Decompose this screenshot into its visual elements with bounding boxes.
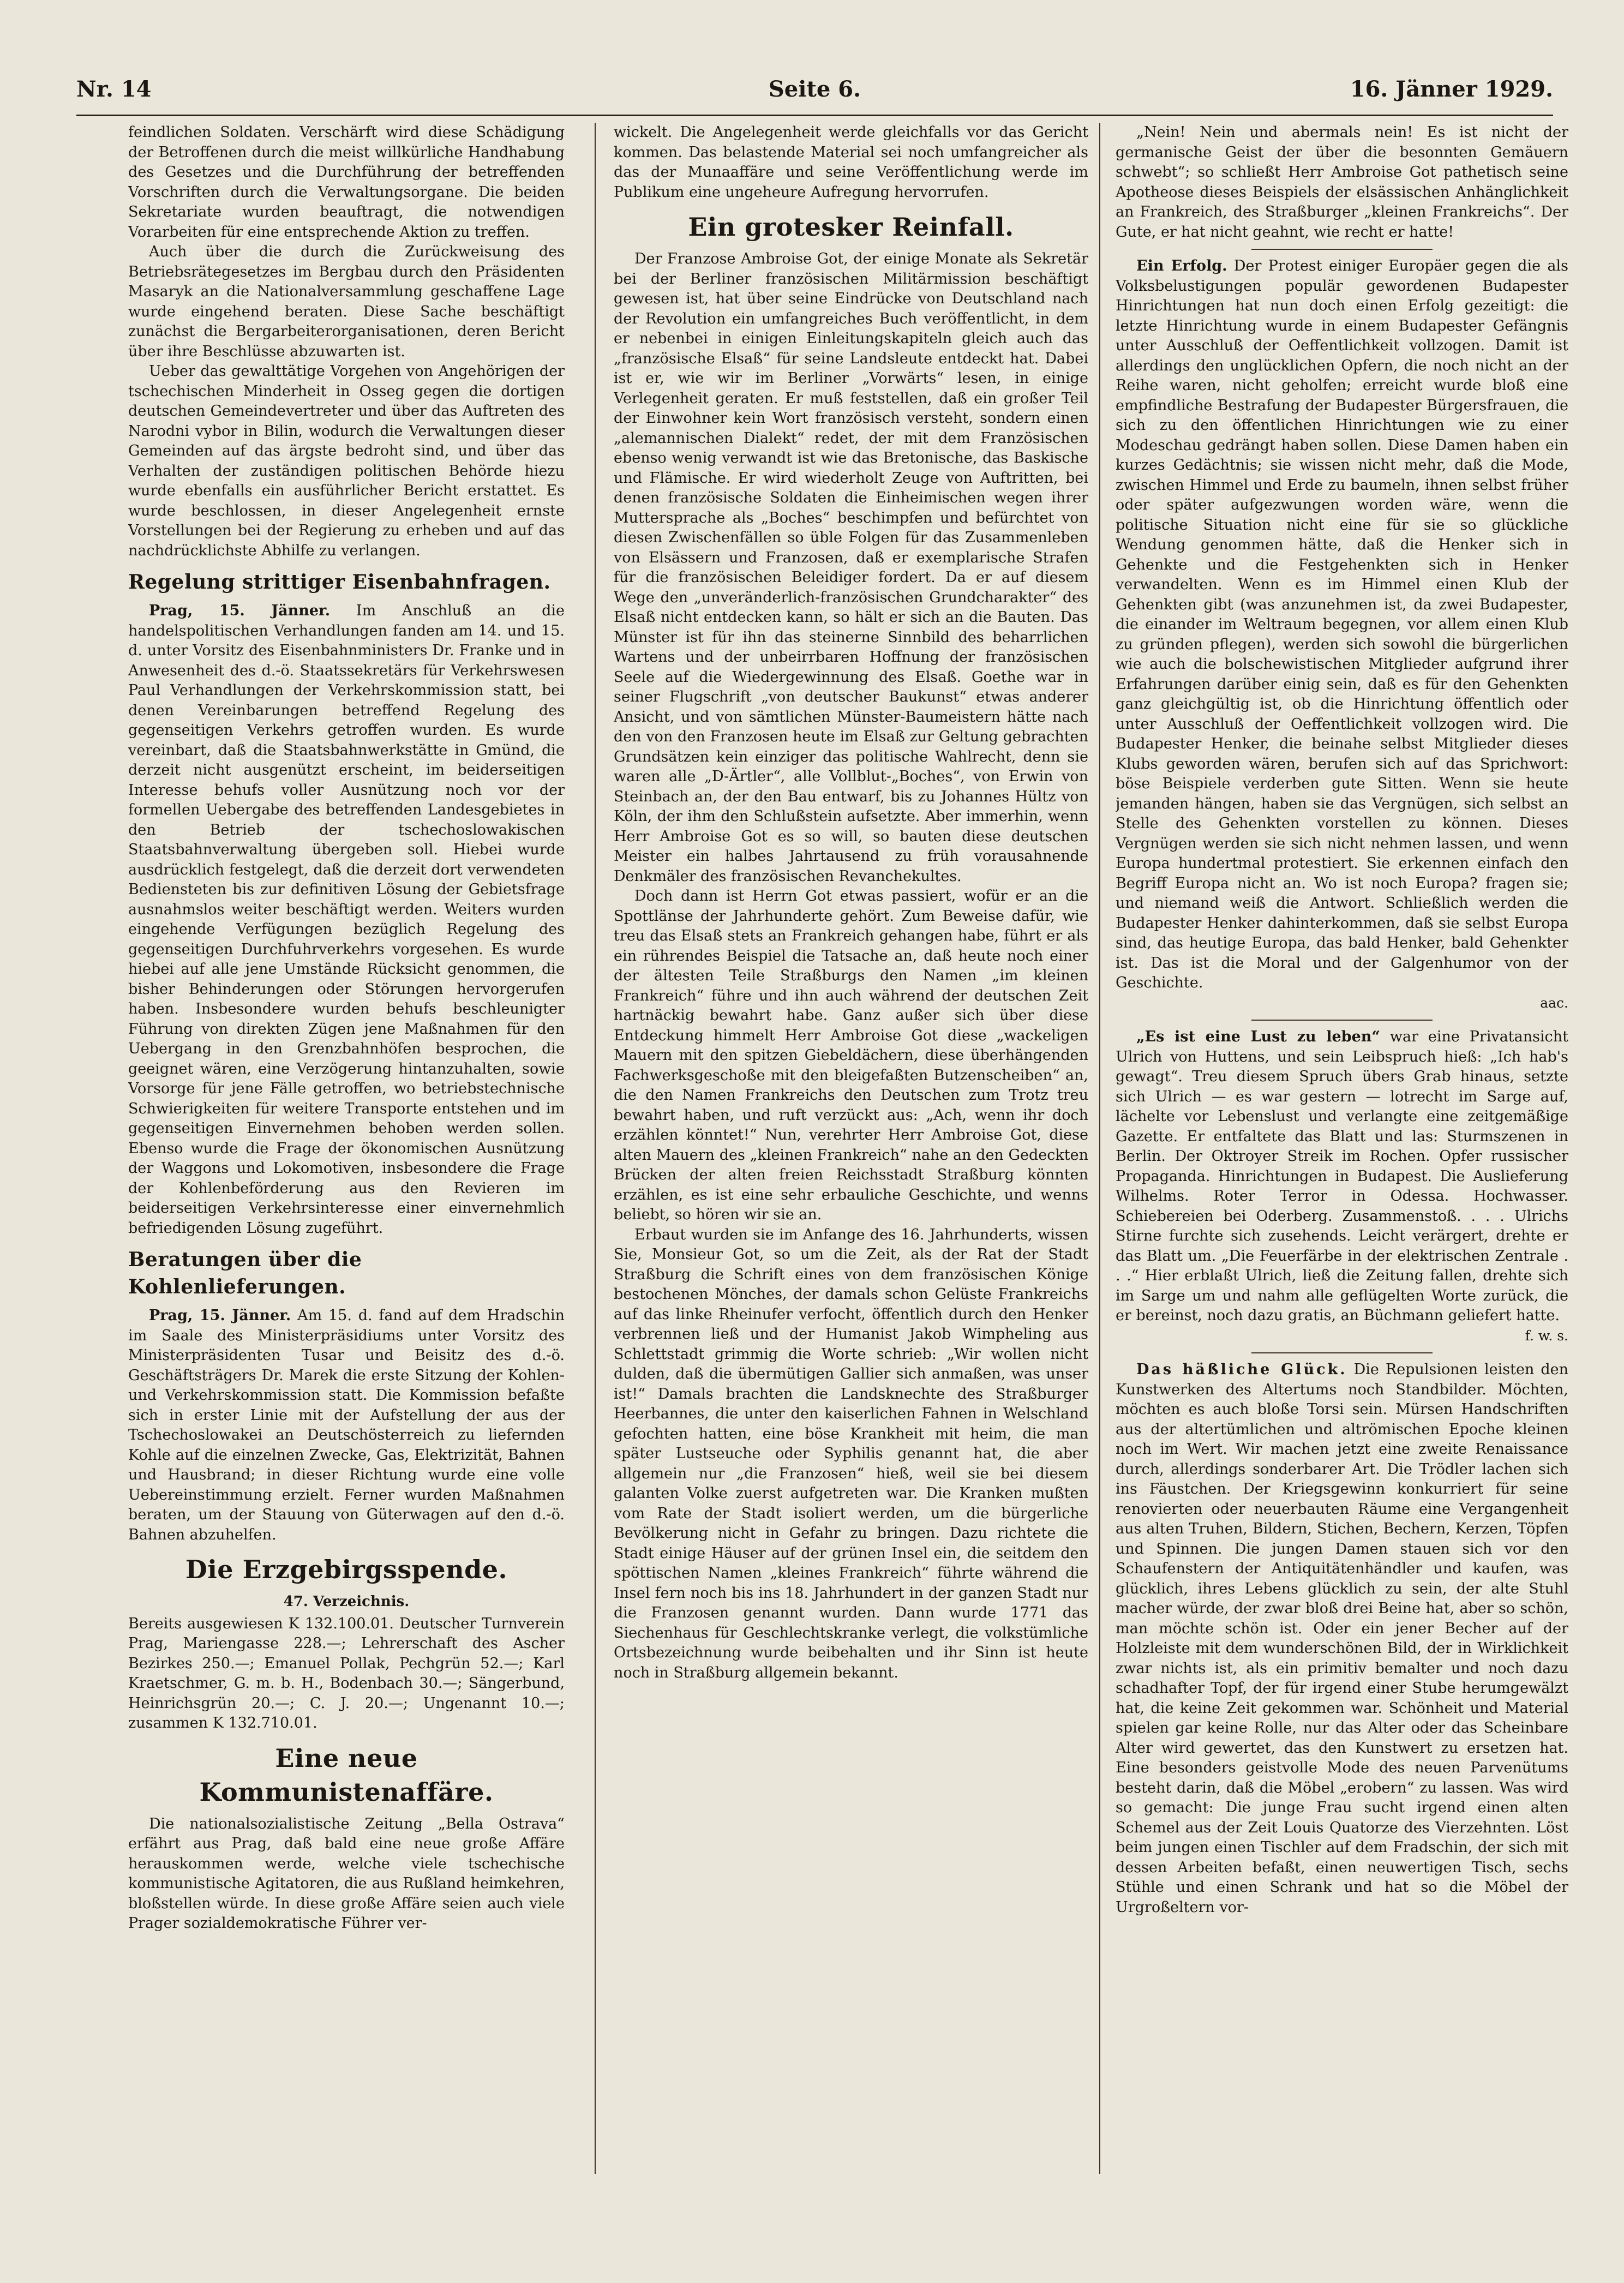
article-headline: Ein grotesker Reinfall. [688,212,1014,242]
article-text: Die Repulsionen leisten den Kunstwerken des Altertums noch Standbilder. Möchten, möchten es auch bloße Torsi sein. Mürsen Handschriften aus der altertümlichen und altrömischen Epoche kleinen noch im Wert. Wir machen jetzt eine zweite Renaissance durch, allerdings sonderbarer Art. Die Trödler lachen sich ins Fäustchen. Der Kriegsgewinn konkurriert für seine renovierten oder neuerbauten Räume eine Vergangenheit aus alten Truhen, Bildern, Stichen, Bechern, Kerzen, Töpfen und Spinnen. Die jungen Damen stauen sich vor den Schaufenstern der Antiquitätenhändler und kaufen, was glücklich, ihres Lebens glücklich zu sein, der alte Stuhl macher würde, der zwar bloß drei Beine hat, aber so schön, man möchte schön ist. Oder ein jener Becher auf der Holzleiste mit dem wunderschönen Bild, der in Wirklichkeit zwar nichts ist, als ein primitiv bemalter und noch dazu schadhafter Topf, der für irgend einer Stube herumgewälzt hat, die keine Zeit gekommen war. Schönheit und Material spielen gar keine Rolle, nur das Alter oder das Scheinbare Alter wird gewertet, das den Kunstwert zu ersetzen hat. Eine besonders geistvolle Mode des neuen Parvenütums besteht darin, daß die Möbel „erobern“ zu lassen. Was wird so gemacht: Die junge Frau sucht irgend einen alten Schemel aus der Zeit Louis Quatorze des Vierzehnten. Löst beim jungen einen Tischler auf dem Fradschin, der sich mit dessen Arbeiten befaßt, einen neuwertigen Tisch, sechs Stühle und einen Schrank und hat so die Möbel der Urgroßeltern vor- [1116,1361,1568,1916]
paragraph [128,601,565,1238]
page-number: Seite 6. [768,76,861,102]
section-separator [1251,249,1433,250]
column-2 [614,123,1088,2174]
paragraph [1116,1360,1568,1918]
page-header [76,76,1553,115]
author-signature: f. w. s. [1525,1327,1568,1344]
article-text: Im Anschluß an die handelspolitischen Verhandlungen fanden am 14. und 15. d. unter Vorsitz des Eisenbahnministers Dr. Franke und in Anwesenheit des d.-ö. Staatssekretärs für Verkehrswesen Paul Verhandlungen der Verkehrskommission statt, bei denen Vereinbarungen betreffend Regelung des gegenseitigen Verkehrs getroffen wurden. Es wurde vereinbart, daß die Staatsbahnwerkstätte in Gmünd, die derzeit nicht ausgenützt erscheint, im beiderseitigen Interesse behufs voller Ausnützung noch vor der formellen Uebergabe des betreffenden Landesgebietes in den Betrieb der tschechoslowakischen Staatsbahnverwaltung übergeben soll. Hiebei wurde ausdrücklich festgelegt, daß die derzeit dort verwendeten Bediensteten bis zur definitiven Lösung der Gebietsfrage ausnahmslos weiter beschäftigt werden. Weiters wurden eingehende Verfügungen bezüglich Regelung des gegenseitigen Durchfuhrverkehrs vorgesehen. Es wurde hiebei auf alle jene Umstände Rücksicht genommen, die bisher Behinderungen oder Störungen hervorgerufen haben. Insbesondere wurden behufs beschleunigter Führung von direkten Zügen jene Maßnahmen für den Uebergang in den Grenzbahnhöfen besprochen, die geeignet wären, eine Verzögerung hintanzuhalten, sowie Vorsorge für jene Fälle getroffen, wo betriebstechnische Schwierigkeiten für weitere Transporte entstehen und im gegenseitigen Einvernehmen behoben werden sollen. Ebenso wurde die Frage der ökonomischen Ausnützung der Waggons und Lokomotiven, insbesondere die Frage der Kohlenbeförderung aus den Revieren im beiderseitigen Verkehrsinteresse einer einvernehmlich befriedigenden Lösung zugeführt. [128,602,565,1237]
paragraph: Der Franzose Ambroise Got, der einige Monate als Sekretär bei der Berliner französischen Militärmission beschäftigt gewesen ist, hat über seine Eindrücke von Deutschland nach der Revolution ein umfangreiches Buch veröffentlicht, in dem er nebenbei in einigen Einleitungskapiteln gleich auch das „französische Elsaß“ für seine Landsleute entdeckt hat. Dabei ist er, wie wir im Berliner „Vorwärts“ lesen, in einige Verlegenheit geraten. Er muß feststellen, daß ein großer Teil der Einwohner kein Wort französisch versteht, sondern einen „alemannischen Dialekt“ redet, der mit dem Französischen ebenso wenig verwandt ist wie das Bretonische, das Baskische und Flämische. Er wird wiederholt Zeuge von Auftritten, bei denen französische Soldaten die Einheimischen wegen ihrer Muttersprache als „Boches“ beschimpfen und befürchtet von diesen Zwischenfällen so üble Folgen für das Zusammenleben von Elsässern und Franzosen, daß er exemplarische Strafen für die französischen Beleidiger fordert. Da er auf diesem Wege den „unveränderlich-französischen Grundcharakter“ des Elsaß nicht entdecken kann, so hält er sich an die Bauten. Das Münster ist für ihn das steinerne Sinnbild des beharrlichen Wartens und der unbeirrbaren Hoffnung der französischen Seele auf die Wiedergewinnung des Elsaß. Goethe war in seiner Flugschrift „von deutscher Baukunst“ etwas anderer Ansicht, und von sämtlichen Münster-Baumeistern hätte nach den von den Franzosen heute im Elsaß zur Geltung gebrachten Grundsätzen kein einziger das politische Wahlrecht, denn sie waren alle „D-Ärtler“, alle Vollblut-„Boches“, von Erwin von Steinbach an, der den Bau entwarf, bis zu Johannes Hültz von Köln, der ihm den Schlußstein aufsetzte. Aber immerhin, wenn Herr Ambroise Got es so will, so bauten diese deutschen Meister ein halbes Jahrtausend zu früh vorausahnende Denkmäler des französischen Revanchekultes. [614,250,1088,885]
dateline: Prag, 15. Jänner. [149,602,331,619]
section-lead: Das häßliche Glück. [1136,1361,1347,1378]
article-text: war eine Privatansicht Ulrich von Huttens, und sein Leibspruch hieß: „Ich hab's gewagt“. Treu diesem Spruch übers Grab hinaus, setzte sich Ulrich — es war gestern — lotrecht im Sarge auf, lächelte vor Lebenslust und verlangte eine zeitgemäßige Gazette. Er entfaltete das Blatt und las: Sturmszenen in Berlin. Der Oktroyer Streik im Rochen. Opfer russischer Propaganda. Hinrichtungen in Budapest. Die Auslieferung Wilhelms. Roter Terror in Odessa. Hochwasser. Schiebereien bei Oderberg. Zusammenstoß. . . . Ulrichs Stirne furchte sich zusehends. Leicht verärgert, drehte er das Blatt um. „Die Feuerfärbe in der elektrischen Zentrale . . .“ Hier erblaßt Ulrich, ließ die Zeitung fallen, drehte sich im Sarge um und nahm alle geflügelten Worte zurück, die er bereinst, noch dazu gratis, an Büchmann geliefert hatte. [1116,1028,1568,1324]
article-headline: Eine neue Kommunistenaffäre. [199,1743,494,1807]
paragraph: wickelt. Die Angelegenheit werde gleichfalls vor das Gericht kommen. Das belastende Material sei noch umfangreicher als das der Munaaffäre und seine Veröffentlichung werde im Publikum eine ungeheure Aufregung hervorrufen. [614,124,1088,201]
paragraph [1116,1027,1568,1326]
paragraph: Doch dann ist Herrn Got etwas passiert, wofür er an die Spottlänse der Jahrhunderte gehört. Zum Beweise dafür, wie treu das Elsaß stets an Frankreich gehangen habe, führt er als ein rührendes Beispiel die Tatsache an, daß heute noch einer der ältesten Teile Straßburgs den Namen „im kleinen Frankreich“ führe und ihn auch während der deutschen Zeit hartnäckig bewahrt habe. Ganz außer sich über diese Entdeckung himmelt Herr Ambroise Got diese „wackeligen Mauern mit den spitzen Giebeldächern, diese überhängenden Fachwerksgeschoße mit den bleigefaßten Butzenscheiben“ an, die den Namen Frankreichs den Deutschen zum Trotz treu bewahrt haben, und ruft verzückt aus: „Ach, wenn ihr doch erzählen könntet!“ Nun, verehrter Herr Ambroise Got, diese alten Mauern des „kleinen Frankreich“ nahe an den Gedeckten Brücken der alten freien Reichsstadt Straßburg könnten erzählen, es ist eine sehr erbauliche Geschichte, und wenns beliebt, so hören wir sie an. [614,888,1088,1223]
article-text: Am 15. d. fand auf dem Hradschin im Saale des Ministerpräsidiums unter Vorsitz des Ministerpräsidenten Tusar und Beisitz des d.-ö. Geschäftsträgers Dr. Marek die erste Sitzung der Kohlen- und Verkehrskommission statt. Die Kommission befaßte sich in erster Linie mit der Aufstellung der aus der Tschechoslowakei an Deutschösterreich zu liefernden Kohle auf die einzelnen Zwecke, Gas, Elektrizität, Bahnen und Hausbrand; in dieser Richtung wurde eine volle Uebereinstimmung erzielt. Ferner wurden Maßnahmen beraten, um der Stauung von Güterwagen auf den d.-ö. Bahnen abzuhelfen. [128,1307,565,1543]
dateline: Prag, 15. Jänner. [149,1307,291,1324]
column-3 [1116,123,1568,2174]
paragraph: Erbaut wurden sie im Anfange des 16. Jahrhunderts, wissen Sie, Monsieur Got, so um die Zeit, als der Rat der Stadt Straßburg die Schrift eines von dem französischen Könige bestochenen Mönches, der damals schon Gelüste Frankreichs auf das linke Rheinufer verfocht, öffentlich durch den Henker verbrennen ließ und der Humanist Jakob Wimpheling aus Schlettstadt grimmig die Worte schrieb: „Wir wollen nicht dulden, daß die übermütigen Gallier sich anmaßen, was unser ist!“ Damals brachten die Landsknechte des Straßburger Heerbannes, die unter den kaiserlichen Fahnen in Welschland gefochten hatten, eine böse Krankheit mit heim, die man später Lustseuche oder Syphilis genannt hat, die aber allgemein nur „die Franzosen“ hieß, weil sie bei diesem galanten Volke zuerst aufgetreten war. Die Kranken mußten vom Rate der Stadt isoliert werden, um die bürgerliche Bevölkerung nicht in Gefahr zu bringen. Dazu richtete die Stadt einige Häuser auf der grünen Insel ein, die seitdem den spöttischen Namen „kleines Frankreich“ führte während die Insel fern noch bis ins 18. Jahrhundert in der ganzen Stadt nur die Franzosen genannt wurden. Dann wurde 1771 das Siechenhaus für Geschlechtskranke verlegt, die volkstümliche Ortsbezeichnung wurde beibehalten und ihr Sinn ist heute noch in Straßburg allgemein bekannt. [614,1226,1088,1681]
section-lead: Ein Erfolg. [1136,257,1227,274]
article-headline: Regelung strittiger Eisenbahnfragen. [128,571,551,594]
paragraph: feindlichen Soldaten. Verschärft wird diese Schädigung der Betroffenen durch die meist willkürliche Handhabung des Gesetzes und die Durchführung der betreffenden Vorschriften durch die Verwaltungsorgane. Die beiden Sekretariate wurden beauftragt, die notwendigen Vorarbeiten für eine entsprechende Aktion zu treffen. [128,124,565,241]
issue-number: Nr. 14 [76,76,152,102]
article-headline: Die Erzgebirgsspende. [185,1555,508,1584]
issue-date: 16. Jänner 1929. [1350,76,1553,102]
author-signature: aac. [1540,994,1568,1011]
paragraph [128,1306,565,1545]
column-1 [128,123,565,2174]
section-separator [1251,1020,1433,1021]
paragraph: Die nationalsozialistische Zeitung „Bella Ostrava“ erfährt aus Prag, daß bald eine neue große Affäre herauskommen werde, welche viele tschechische kommunistische Agitatoren, die aus Rußland heimkehren, bloßstellen würde. In diese große Affäre seien auch viele Prager sozialdemokratische Führer ver- [128,1815,565,1932]
section-separator [1251,1352,1433,1353]
article-text: Der Protest einiger Europäer gegen die als Volksbelustigungen populär gewordenen Budapester Hinrichtungen hat nun doch einen Erfolg gezeitigt: die letzte Hinrichtung wurde in einem Budapester Gefängnis unter Ausschluß der Oeffentlichkeit vollzogen. Damit ist allerdings den unglücklichen Opfern, die noch nicht an der Reihe waren, nicht geholfen; erreicht wurde bloß eine empfindliche Bestrafung der Budapester Bürgersfrauen, die sich zu den öffentlichen Hinrichtungen wie zu einer Modeschau gedrängt haben sollen. Diese Damen haben ein kurzes Gedächtnis; sie wissen nicht mehr, daß die Mode, zwischen Himmel und Erde zu baumeln, ihnen selbst früher oder später aufgezwungen worden wäre, wenn die politische Situation nicht eine für sie so glückliche Wendung genommen hätte, daß die Henker sich in Gehenkte und die Festgehenkten sich in Henker verwandelten. Wenn es im Himmel einen Klub der Gehenkten gibt (was anzunehmen ist, da zwei Budapester, die einander im Weltraum begegnen, vor allem einen Klub zu gründen pflegen), werden sich sowohl die bürgerlichen wie auch die bolschewistischen Mitglieder aufgrund ihrer Erfahrungen darüber einig sein, daß es für den Gehenkten ganz gleichgültig ist, ob die Hinrichtung öffentlich oder unter Ausschluß der Oeffentlichkeit vollzogen wird. Die Budapester Henker, die beinahe selbst Mitglieder dieses Klubs geworden wären, berufen sich auf das Sprichwort: böse Beispiele verderben gute Sitten. Wenn sie heute jemanden hängen, haben sie das Vergnügen, sich selbst an Stelle des Gehenkten vorstellen zu können. Dieses Vergnügen werden sie sich nicht nehmen lassen, und wenn Europa hundertmal protestiert. Sie erkennen einfach den Begriff Europa nicht an. Wo ist noch Europa? fragen sie; und niemand weiß die Antwort. Schließlich werden die Budapester Henker dahinterkommen, daß sie selbst Europa sind, das heutige Europa, das bald Henker, bald Gehenkter ist. Das ist die Moral und der Galgenhumor von der Geschichte. [1116,257,1568,991]
column-divider [595,123,596,2174]
paragraph: Ueber das gewalttätige Vorgehen von Angehörigen der tschechischen Minderheit in Osseg gegen die dortigen deutschen Gemeindevertreter und über das Auftreten des Narodni vybor in Bilin, wodurch die Verwaltungen dieser Gemeinden auf das ärgste bedroht sind, und über das Verhalten der zuständigen politischen Behörde hiezu wurde ebenfalls ein ausführlicher Bericht erstattet. Es wurde beschlossen, in dieser Angelegenheit ernste Vorstellungen bei der Regierung zu erheben und auf das nachdrücklichste Abhilfe zu verlangen. [128,363,565,559]
header-rule [76,115,1553,116]
article-subheading: 47. Verzeichnis. [283,1593,410,1610]
column-divider [1099,123,1100,2174]
donation-list: Bereits ausgewiesen K 132.100.01. Deutscher Turnverein Prag, Mariengasse 228.—; Lehrerschaft des Ascher Bezirkes 250.—; Emanuel Pollak, Pechgrün 52.—; Karl Kraetschmer, G. m. b. H., Bodenbach 30.—; Sängerbund, Heinrichsgrün 20.—; C. J. 20.—; Ungenannt 10.—; zusammen K 132.710.01. [128,1615,565,1731]
paragraph: „Nein! Nein und abermals nein! Es ist nicht der germanische Geist der über die besonnten Gemäuern schwebt“; so schließt Herr Ambroise Got pathetisch seine Apotheose dieses Beispiels der elsässischen Anhänglichkeit an Frankreich, des Straßburger „kleinen Frankreichs“. Der Gute, er hat nicht geahnt, wie recht er hatte! [1116,124,1568,241]
article-headline: Beratungen über die Kohlenlieferungen. [128,1248,362,1298]
section-lead: „Es ist eine Lust zu leben“ [1136,1028,1380,1045]
paragraph: Auch über die durch die Zurückweisung des Betriebsrätegesetzes im Bergbau durch den Präsidenten Masaryk an die Nationalversammlung geschaffene Lage wurde eingehend beraten. Diese Sache beschäftigt zunächst die Bergarbeiterorganisationen, deren Bericht über ihre Beschlüsse abzuwarten ist. [128,243,565,360]
paragraph [1116,256,1568,993]
